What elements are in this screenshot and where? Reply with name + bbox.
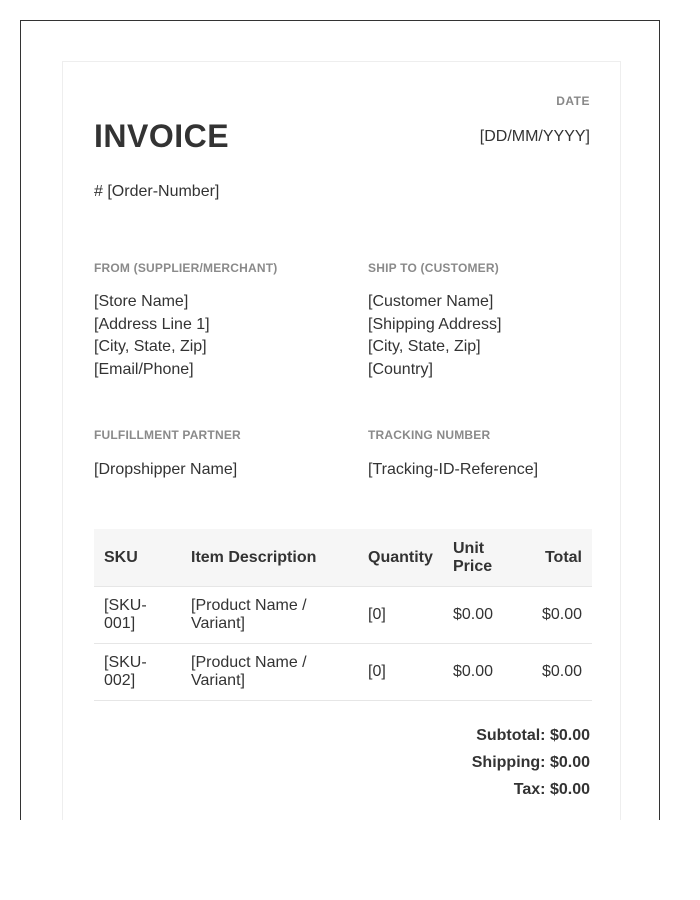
date-value: [DD/MM/YYYY] <box>479 128 590 145</box>
tracking-value: [Tracking-ID-Reference] <box>368 461 539 478</box>
order-number: # [Order-Number] <box>94 183 220 200</box>
cell-quantity: [0] <box>358 644 443 701</box>
invoice-page <box>62 61 621 820</box>
cell-unit-price: $0.00 <box>443 644 526 701</box>
from-line: [Store Name] <box>94 293 189 310</box>
ship-to-address <box>368 291 501 381</box>
line-items-table <box>94 529 592 701</box>
from-line: [Address Line 1] <box>94 315 210 333</box>
cell-description: [Product Name / Variant] <box>181 644 358 701</box>
header-unit-price: Unit Price <box>443 529 526 587</box>
header-description: Item Description <box>181 529 358 587</box>
cell-sku: [SKU-002] <box>94 644 181 701</box>
header-quantity: Quantity <box>358 529 443 587</box>
table-row <box>94 644 592 701</box>
cell-sku: [SKU-001] <box>94 587 181 644</box>
document-frame <box>20 20 660 820</box>
cell-description: [Product Name / Variant] <box>181 587 358 644</box>
tracking-label: TRACKING NUMBER <box>368 428 491 442</box>
fulfillment-label: FULFILLMENT PARTNER <box>94 428 241 442</box>
ship-to-line: [Shipping Address] <box>368 315 502 333</box>
shipping-total: Shipping: $0.00 <box>471 754 590 771</box>
cell-unit-price: $0.00 <box>443 587 526 644</box>
from-label: FROM (SUPPLIER/MERCHANT) <box>94 261 278 275</box>
tax-total: Tax: $0.00 <box>513 781 590 798</box>
ship-to-line: [City, State, Zip] <box>368 338 481 355</box>
cell-quantity: [0] <box>358 587 443 644</box>
table-header-row <box>94 529 592 587</box>
header-total: Total <box>526 529 592 587</box>
ship-to-line: [Customer Name] <box>368 293 494 310</box>
ship-to-label: SHIP TO (CUSTOMER) <box>368 261 499 275</box>
cell-total: $0.00 <box>526 587 592 644</box>
subtotal: Subtotal: $0.00 <box>476 727 590 744</box>
from-line: [Email/Phone] <box>94 360 194 378</box>
from-line: [City, State, Zip] <box>94 338 207 355</box>
ship-to-line: [Country] <box>368 360 433 378</box>
from-address <box>94 291 210 381</box>
fulfillment-value: [Dropshipper Name] <box>94 461 238 478</box>
totals-summary <box>472 722 590 803</box>
cell-total: $0.00 <box>526 644 592 701</box>
date-label: DATE <box>556 94 590 108</box>
header-sku: SKU <box>94 529 181 587</box>
table-row <box>94 587 592 644</box>
invoice-title: INVOICE <box>94 118 230 154</box>
